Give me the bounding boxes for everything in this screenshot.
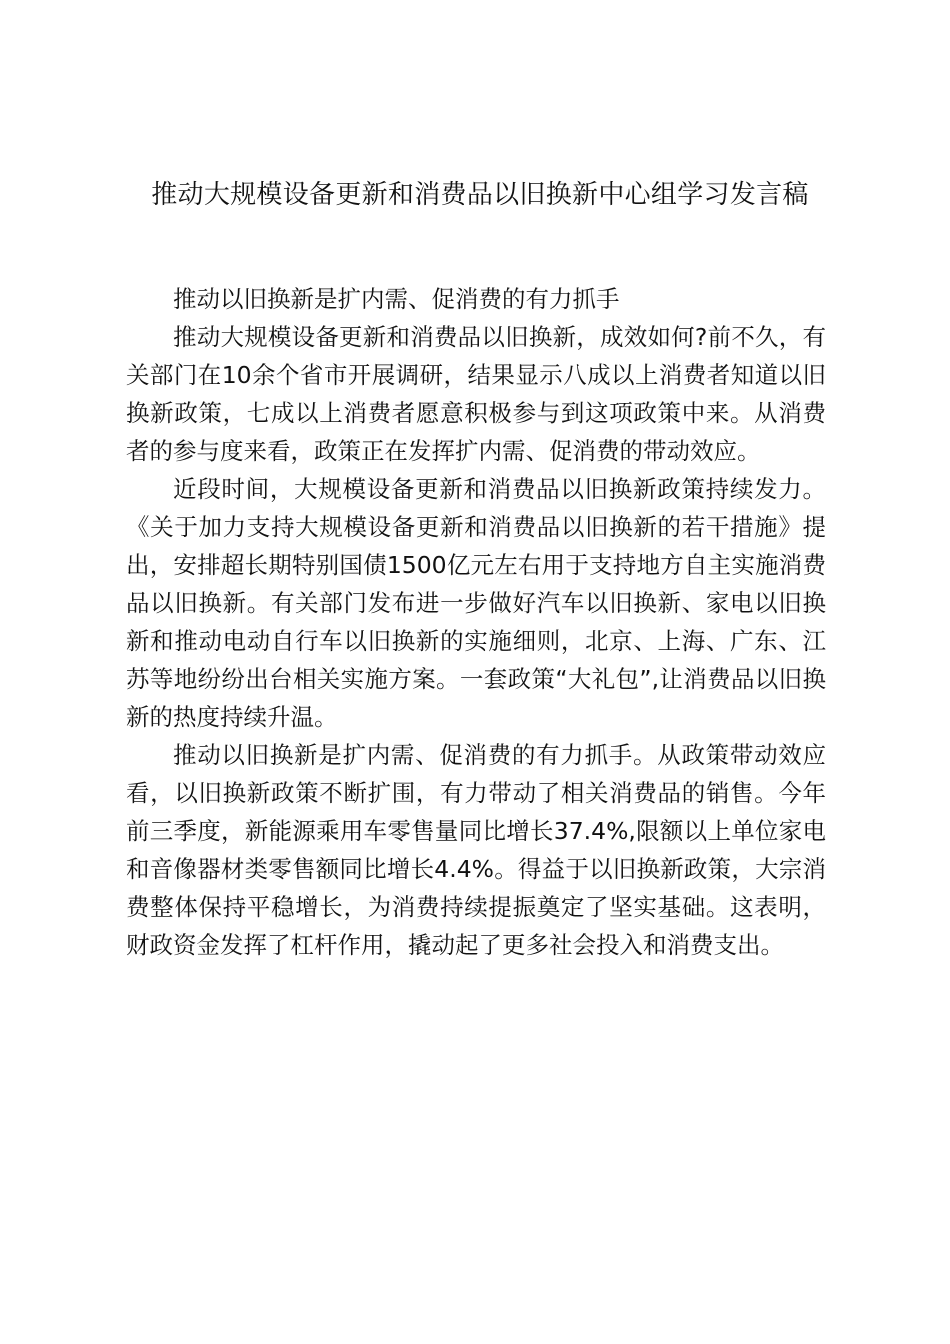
paragraph-3: 推动以旧换新是扩内需、促消费的有力抓手。从政策带动效应看，以旧换新政策不断扩围，有力带动了相关消费品的销售。今年前三季度，新能源乘用车零售量同比增长37.4%,限额以上单位家电和音像器材类零售额同比增长4.4%。得益于以旧换新政策，大宗消费整体保持平稳增长，为消费持续提振奠定了坚实基础。这表明，财政资金发挥了杠杆作用，撬动起了更多社会投入和消费支出。: [126, 741, 826, 959]
paragraph-1: 推动大规模设备更新和消费品以旧换新，成效如何?前不久，有关部门在10余个省市开展调研，结果显示八成以上消费者知道以旧换新政策，七成以上消费者愿意积极参与到这项政策中来。从消费者的参与度来看，政策正在发挥扩内需、促消费的带动效应。: [126, 323, 826, 465]
document-body: [126, 280, 826, 964]
paragraph-subtitle: 推动以旧换新是扩内需、促消费的有力抓手: [173, 285, 620, 313]
document-title: 推动大规模设备更新和消费品以旧换新中心组学习发言稿: [151, 180, 809, 210]
paragraph-2: 近段时间，大规模设备更新和消费品以旧换新政策持续发力。《关于加力支持大规模设备更新和消费品以旧换新的若干措施》提出，安排超长期特别国债1500亿元左右用于支持地方自主实施消费品以旧换新。有关部门发布进一步做好汽车以旧换新、家电以旧换新和推动电动自行车以旧换新的实施细则，北京、上海、广东、江苏等地纷纷出台相关实施方案。一套政策“大礼包”,让消费品以旧换新的热度持续升温。: [126, 475, 826, 731]
